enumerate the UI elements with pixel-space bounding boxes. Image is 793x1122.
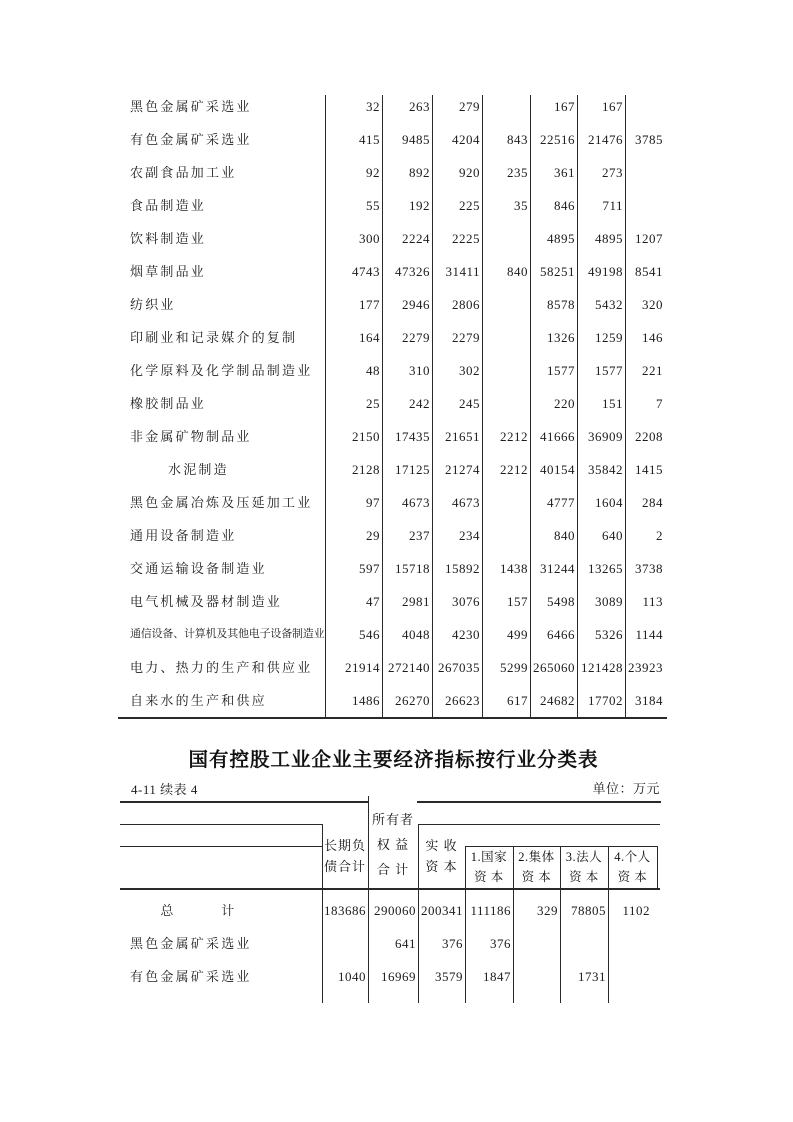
table-row	[120, 651, 667, 684]
cell-value: 17702	[588, 693, 623, 708]
cell-value: 1040	[338, 969, 366, 984]
cell-value: 1438	[500, 561, 528, 576]
cell-value: 267035	[438, 660, 480, 675]
cell-value: 1259	[595, 330, 623, 345]
cell-value: 617	[507, 693, 528, 708]
cell-value: 242	[409, 396, 430, 411]
column-header-legal-person-capital	[560, 846, 608, 888]
cell-value: 35	[514, 198, 528, 213]
cell-value: 1415	[635, 462, 663, 477]
table-row	[120, 255, 667, 288]
cell-value: 4777	[547, 495, 575, 510]
column-divider	[382, 95, 383, 718]
cell-value: 4895	[595, 231, 623, 246]
cell-value: 273	[602, 165, 623, 180]
cell-value: 840	[554, 528, 575, 543]
cell-value: 3579	[435, 969, 463, 984]
cell-value: 192	[409, 198, 430, 213]
row-label: 纺织业	[130, 297, 176, 312]
column-header-long-term-debt	[322, 824, 368, 888]
header-line: 长期负	[323, 838, 366, 853]
column-header-paid-in-capital	[418, 824, 465, 888]
table-top-rule	[120, 801, 368, 803]
cell-value: 329	[537, 903, 558, 918]
row-label: 印刷业和记录媒介的复制	[130, 330, 298, 345]
table-row	[120, 585, 667, 618]
row-label: 总 计	[130, 903, 237, 918]
row-label: 橡胶制品业	[130, 396, 207, 411]
header-line: 合 计	[376, 861, 410, 877]
cell-value: 49198	[588, 264, 623, 279]
cell-value: 24682	[540, 693, 575, 708]
table-row	[120, 123, 667, 156]
cell-value: 92	[366, 165, 380, 180]
cell-value: 2128	[352, 462, 380, 477]
cell-value: 5299	[500, 660, 528, 675]
cell-value: 279	[459, 99, 480, 114]
cell-value: 2212	[500, 462, 528, 477]
cell-value: 23923	[628, 660, 663, 675]
cell-value: 361	[554, 165, 575, 180]
stub-rule	[120, 846, 322, 847]
table-row	[120, 321, 667, 354]
table-row	[120, 90, 667, 123]
cell-value: 2224	[402, 231, 430, 246]
stub-rule	[120, 824, 322, 825]
cell-value: 4204	[452, 132, 480, 147]
cell-value: 1847	[483, 969, 511, 984]
cell-value: 58251	[540, 264, 575, 279]
cell-value: 2150	[352, 429, 380, 444]
cell-value: 237	[409, 528, 430, 543]
cell-value: 31411	[445, 264, 480, 279]
table-row	[120, 894, 660, 927]
cell-value: 1731	[578, 969, 606, 984]
column-divider	[482, 95, 483, 718]
row-label: 自来水的生产和供应	[130, 693, 267, 708]
cell-value: 4230	[452, 627, 480, 642]
cell-value: 47326	[395, 264, 430, 279]
header-line: 1.国家	[470, 850, 508, 864]
cell-value: 597	[359, 561, 380, 576]
cell-value: 225	[459, 198, 480, 213]
cell-value: 32	[366, 99, 380, 114]
cell-value: 146	[642, 330, 663, 345]
cell-value: 3089	[595, 594, 623, 609]
table-row	[120, 222, 667, 255]
cell-value: 840	[507, 264, 528, 279]
cell-value: 36909	[588, 429, 623, 444]
cell-value: 290060	[374, 903, 416, 918]
cell-value: 2279	[402, 330, 430, 345]
column-divider	[325, 95, 326, 718]
column-divider	[577, 95, 578, 718]
cell-value: 47	[366, 594, 380, 609]
column-header-state-capital	[465, 846, 513, 888]
row-label: 水泥制造	[168, 462, 229, 477]
cell-value: 183686	[324, 903, 366, 918]
cell-value: 2806	[452, 297, 480, 312]
header-bottom-rule	[120, 888, 660, 890]
row-label: 黑色金属矿采选业	[130, 936, 252, 951]
cell-value: 17125	[395, 462, 430, 477]
cell-value: 300	[359, 231, 380, 246]
cell-value: 640	[602, 528, 623, 543]
cell-value: 920	[459, 165, 480, 180]
table-row	[120, 354, 667, 387]
cell-value: 843	[507, 132, 528, 147]
cell-value: 13265	[588, 561, 623, 576]
cell-value: 121428	[581, 660, 623, 675]
top-table-body	[120, 90, 667, 717]
bottom-table-body	[120, 894, 660, 993]
cell-value: 15718	[395, 561, 430, 576]
row-label: 黑色金属冶炼及压延加工业	[130, 495, 313, 510]
cell-value: 1207	[635, 231, 663, 246]
cell-value: 164	[359, 330, 380, 345]
cell-value: 302	[459, 363, 480, 378]
cell-value: 167	[602, 99, 623, 114]
cell-value: 235	[507, 165, 528, 180]
table-row	[120, 960, 660, 993]
cell-value: 641	[395, 936, 416, 951]
cell-value: 1326	[547, 330, 575, 345]
cell-value: 284	[642, 495, 663, 510]
cell-value: 177	[359, 297, 380, 312]
cell-value: 1144	[635, 627, 663, 642]
cell-value: 55	[366, 198, 380, 213]
column-header-individual-capital	[608, 846, 657, 888]
cell-value: 2946	[402, 297, 430, 312]
row-label: 饮料制造业	[130, 231, 207, 246]
header-line: 所有者	[371, 811, 414, 827]
table-row	[120, 927, 660, 960]
column-header-collective-capital	[513, 846, 560, 888]
cell-value: 151	[602, 396, 623, 411]
cell-value: 263	[409, 99, 430, 114]
cell-value: 2212	[500, 429, 528, 444]
cell-value: 546	[359, 627, 380, 642]
cell-value: 97	[366, 495, 380, 510]
cell-value: 2	[656, 528, 663, 543]
column-header-owner-equity	[368, 800, 418, 888]
cell-value: 16969	[381, 969, 416, 984]
cell-value: 2225	[452, 231, 480, 246]
cell-value: 15892	[445, 561, 480, 576]
row-label: 电力、热力的生产和供应业	[130, 660, 313, 675]
header-line: 债合计	[323, 859, 366, 874]
table-row	[120, 618, 667, 651]
header-line: 3.法人	[565, 850, 603, 864]
cell-value: 200341	[421, 903, 463, 918]
cell-value: 8578	[547, 297, 575, 312]
cell-value: 26623	[445, 693, 480, 708]
row-label: 电气机械及器材制造业	[130, 594, 283, 609]
table-row	[120, 387, 667, 420]
cell-value: 9485	[402, 132, 430, 147]
cell-value: 499	[507, 627, 528, 642]
cell-value: 376	[490, 936, 511, 951]
cell-value: 2279	[452, 330, 480, 345]
cell-value: 111186	[470, 903, 511, 918]
cell-value: 220	[554, 396, 575, 411]
cell-value: 29	[366, 528, 380, 543]
cell-value: 6466	[547, 627, 575, 642]
cell-value: 1604	[595, 495, 623, 510]
header-line: 资 本	[425, 859, 458, 874]
header-line: 资 本	[569, 870, 599, 884]
table-row	[120, 486, 667, 519]
cell-value: 5432	[595, 297, 623, 312]
table-top-rule	[417, 801, 661, 803]
cell-value: 3785	[635, 132, 663, 147]
cell-value: 48	[366, 363, 380, 378]
cell-value: 26270	[395, 693, 430, 708]
header-line: 资 本	[521, 870, 552, 884]
cell-value: 4048	[402, 627, 430, 642]
row-label: 农副食品加工业	[130, 165, 237, 180]
cell-value: 310	[409, 363, 430, 378]
header-line: 资 本	[474, 870, 504, 884]
cell-value: 157	[507, 594, 528, 609]
cell-value: 2981	[402, 594, 430, 609]
cell-value: 7	[656, 396, 663, 411]
cell-value: 35842	[588, 462, 623, 477]
cell-value: 3184	[635, 693, 663, 708]
page-title: 国有控股工业企业主要经济指标按行业分类表	[188, 749, 599, 771]
row-label: 化学原料及化学制品制造业	[130, 363, 313, 378]
cell-value: 892	[409, 165, 430, 180]
cell-value: 21914	[345, 660, 380, 675]
cell-value: 3076	[452, 594, 480, 609]
cell-value: 1577	[547, 363, 575, 378]
cell-value: 31244	[540, 561, 575, 576]
table-row	[120, 552, 667, 585]
cell-value: 4673	[402, 495, 430, 510]
table-row	[120, 453, 667, 486]
row-label: 烟草制品业	[130, 264, 207, 279]
cell-value: 1102	[622, 903, 650, 918]
table-row	[120, 684, 667, 717]
header-line: 2.集体	[518, 850, 555, 864]
cell-value: 78805	[571, 903, 606, 918]
cell-value: 4673	[452, 495, 480, 510]
cell-value: 4743	[352, 264, 380, 279]
row-label: 通用设备制造业	[130, 528, 237, 543]
row-label: 交通运输设备制造业	[130, 561, 267, 576]
cell-value: 265060	[533, 660, 575, 675]
cell-value: 5498	[547, 594, 575, 609]
table-row	[120, 288, 667, 321]
header-line: 实 收	[425, 838, 458, 853]
row-label: 有色金属矿采选业	[130, 969, 252, 984]
cell-value: 272140	[388, 660, 430, 675]
cell-value: 113	[642, 594, 663, 609]
table-row	[120, 420, 667, 453]
cell-value: 21651	[445, 429, 480, 444]
cell-value: 221	[642, 363, 663, 378]
cell-value: 846	[554, 198, 575, 213]
cell-value: 3738	[635, 561, 663, 576]
table-row	[120, 189, 667, 222]
row-label: 通信设备、计算机及其他电子设备制造业	[130, 628, 325, 640]
table-row	[120, 519, 667, 552]
row-label: 有色金属矿采选业	[130, 132, 252, 147]
row-label: 非金属矿物制品业	[130, 429, 252, 444]
cell-value: 1486	[352, 693, 380, 708]
cell-value: 25	[366, 396, 380, 411]
column-divider	[625, 95, 626, 718]
cell-value: 415	[359, 132, 380, 147]
table-number-note: 4-11 续表 4	[131, 782, 198, 797]
cell-value: 711	[602, 198, 623, 213]
cell-value: 376	[442, 936, 463, 951]
cell-value: 1577	[595, 363, 623, 378]
row-label: 黑色金属矿采选业	[130, 99, 252, 114]
column-divider	[530, 95, 531, 718]
header-line: 权 益	[376, 836, 410, 852]
cell-value: 8541	[635, 264, 663, 279]
cell-value: 245	[459, 396, 480, 411]
row-label: 食品制造业	[130, 198, 207, 213]
header-line: 资 本	[617, 870, 648, 884]
table-bottom-rule	[118, 717, 667, 719]
cell-value: 41666	[540, 429, 575, 444]
cell-value: 5326	[595, 627, 623, 642]
cell-value: 21274	[445, 462, 480, 477]
cell-value: 17435	[395, 429, 430, 444]
column-divider	[432, 95, 433, 718]
cell-value: 40154	[540, 462, 575, 477]
unit-label: 单位：万元	[592, 781, 660, 796]
cell-value: 320	[642, 297, 663, 312]
column-divider	[657, 846, 658, 889]
cell-value: 22516	[540, 132, 575, 147]
table-row	[120, 156, 667, 189]
header-line: 4.个人	[614, 850, 651, 864]
cell-value: 21476	[588, 132, 623, 147]
cell-value: 4895	[547, 231, 575, 246]
cell-value: 234	[459, 528, 480, 543]
cell-value: 167	[554, 99, 575, 114]
cell-value: 2208	[635, 429, 663, 444]
